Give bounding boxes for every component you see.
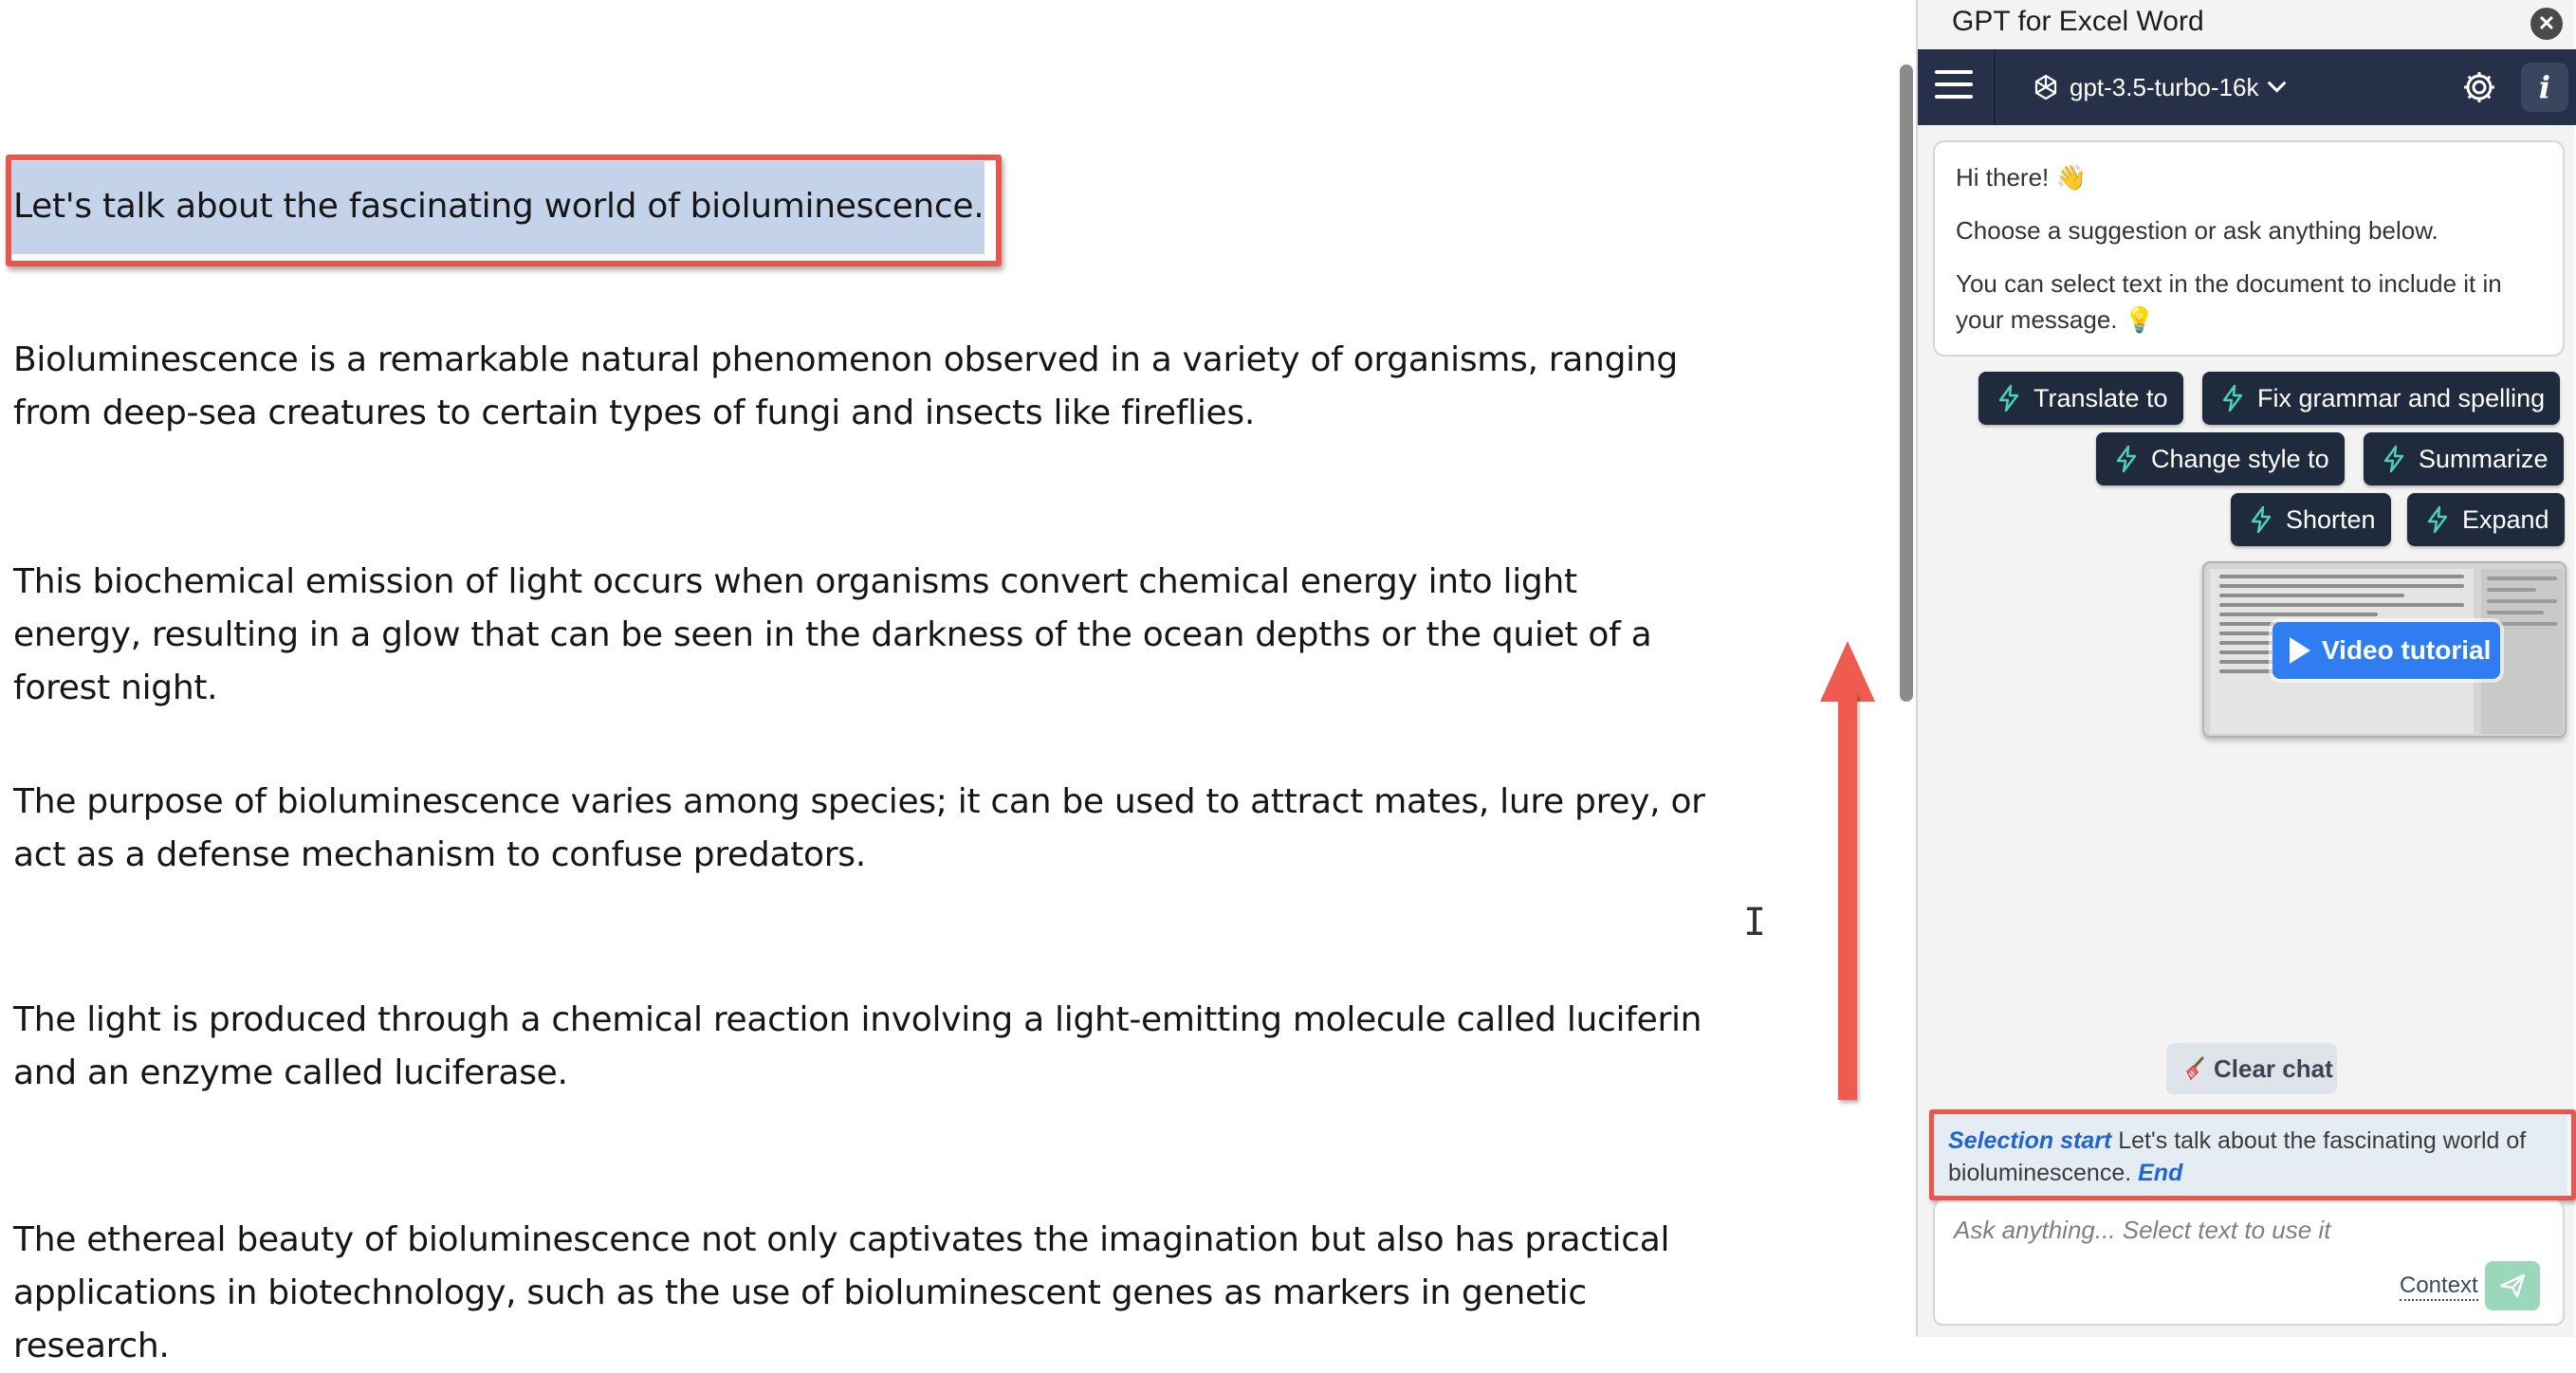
- doc-paragraph-6[interactable]: The ethereal beauty of bioluminescence not only captivates the imagination but also has practical applications in biotechnology, such as the use of bioluminescent genes as markers in genetic research.: [13, 1220, 1670, 1365]
- panel-title: GPT for Excel Word: [1952, 6, 2204, 37]
- doc-paragraph-1[interactable]: Let's talk about the fascinating world of bioluminescence.: [13, 187, 984, 226]
- info-button[interactable]: i: [2521, 63, 2568, 112]
- model-name: gpt-3.5-turbo-16k: [2070, 72, 2259, 101]
- suggestion-label: Expand: [2462, 505, 2549, 534]
- send-button[interactable]: [2485, 1261, 2540, 1310]
- doc-paragraph-4[interactable]: The purpose of bioluminescence varies among species; it can be used to attract mates, lure prey, or act as a defense mechanism to confuse predators.: [13, 782, 1705, 874]
- play-icon: [2290, 637, 2310, 664]
- lightning-icon: [2422, 504, 2453, 535]
- broom-icon: [2180, 1054, 2208, 1083]
- selection-annotation-box: [6, 155, 1002, 266]
- send-icon: [2498, 1272, 2527, 1299]
- suggestion-label: Translate to: [2033, 384, 2168, 412]
- text-cursor-icon: I: [1743, 901, 1767, 944]
- suggestion-label: Summarize: [2419, 445, 2548, 473]
- greeting-card: [1933, 140, 2565, 357]
- gpt-side-panel: [1916, 0, 2574, 1337]
- video-tutorial-label: Video tutorial: [2322, 635, 2492, 665]
- selection-text: Let's talk about the fascinating world of bioluminescence.: [1948, 1127, 2527, 1186]
- suggestion-summarize[interactable]: [2364, 432, 2564, 485]
- chat-input-area: [1933, 1200, 2565, 1326]
- chat-input[interactable]: [1935, 1202, 2563, 1269]
- lightning-icon: [2379, 444, 2409, 474]
- clear-chat-label: Clear chat: [2214, 1054, 2333, 1083]
- suggestion-shorten[interactable]: [2231, 493, 2391, 546]
- context-link[interactable]: Context: [2400, 1272, 2478, 1301]
- doc-paragraph-3[interactable]: This biochemical emission of light occurs when organisms convert chemical energy into light energy, resulting in a glow that can be seen in the darkness of the ocean depths or the quiet of a forest night.: [13, 562, 1652, 707]
- hamburger-menu-icon[interactable]: [1935, 70, 1973, 104]
- video-tutorial-thumbnail[interactable]: [2202, 561, 2567, 738]
- gear-icon[interactable]: [2458, 66, 2500, 108]
- clear-chat-button[interactable]: [2166, 1043, 2337, 1094]
- suggestion-fix-grammar[interactable]: [2202, 372, 2560, 425]
- lightning-icon: [2246, 504, 2276, 535]
- video-tutorial-button[interactable]: [2272, 622, 2500, 679]
- greeting-selection-hint: You can select text in the document to include it in your message. 💡: [1956, 269, 2502, 334]
- suggestion-translate-to[interactable]: [1978, 372, 2183, 425]
- selection-end-tag: End: [2138, 1160, 2183, 1186]
- doc-paragraph-5[interactable]: The light is produced through a chemical reaction involving a light-emitting molecule called luciferin and an enzyme called luciferase.: [13, 1000, 1702, 1092]
- suggestion-label: Fix grammar and spelling: [2257, 384, 2546, 412]
- doc-paragraph-2[interactable]: Bioluminescence is a remarkable natural phenomenon observed in a variety of organisms, ranging from deep-sea creatures to certain types of fungi and insects like fireflies.: [13, 340, 1678, 432]
- greeting-hello: Hi there! 👋: [1956, 163, 2087, 192]
- openai-logo-icon: [2032, 73, 2060, 101]
- selection-annotation-box-panel: [1929, 1109, 2576, 1200]
- model-selector[interactable]: [2032, 66, 2285, 108]
- selection-start-tag: Selection start: [1948, 1127, 2112, 1154]
- close-icon[interactable]: ✕: [2530, 8, 2563, 40]
- suggestion-label: Shorten: [2286, 505, 2376, 534]
- lightning-icon: [1994, 383, 2024, 413]
- greeting-instructions: Choose a suggestion or ask anything below.: [1956, 216, 2438, 245]
- chevron-down-icon: [2268, 74, 2287, 93]
- panel-toolbar: [1918, 49, 2576, 125]
- toolbar-divider: [1994, 49, 1996, 125]
- suggestion-change-style[interactable]: [2096, 432, 2345, 485]
- suggestion-label: Change style to: [2151, 445, 2329, 473]
- lightning-icon: [2111, 444, 2142, 474]
- annotation-arrow: [1838, 692, 1857, 1100]
- suggestion-expand[interactable]: [2407, 493, 2565, 546]
- lightning-icon: [2217, 383, 2248, 413]
- document-scrollbar-thumb[interactable]: [1900, 64, 1913, 702]
